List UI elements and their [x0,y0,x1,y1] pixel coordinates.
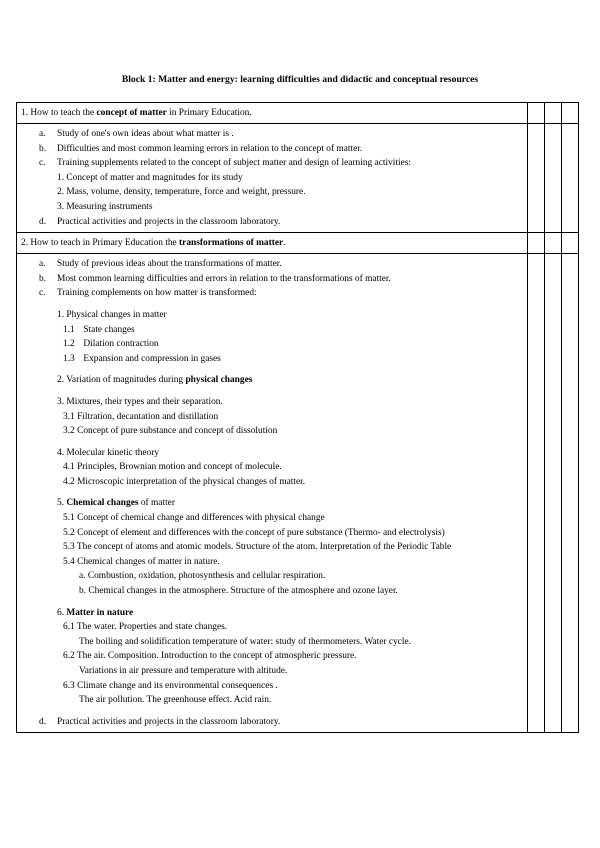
check-cell [544,124,561,233]
topic-heading: 6. Matter in nature [57,607,134,618]
check-cell [561,103,578,124]
topic-subsub: a. Combustion, oxidation, photosynthesis and cellular respiration. [79,571,326,582]
check-cell [527,233,544,254]
topic-sub-continued: Variations in air pressure and temperature with altitude. [79,666,288,676]
section-1-body-row [17,124,579,233]
section-1-content [17,124,528,233]
topic-subsub: b. Chemical changes in the atmosphere. Structure of the atmosphere and ozone layer. [79,586,398,597]
check-cell [544,254,561,733]
topic-sub: 6.1 The water. Properties and state changes. [63,622,228,633]
check-cell [527,254,544,733]
section-1-heading: 1. How to teach the concept of matter in Primary Education. [17,103,528,124]
check-cell [527,124,544,233]
check-cell [561,124,578,233]
topic-sub-continued: The boiling and solidification temperature of water: study of thermometers. Water cycle. [79,636,412,647]
list-item: b. Most common learning difficulties and errors in relation to the transformations of matter. [39,273,391,284]
topic-heading: 5. Chemical changes of matter [57,498,175,509]
list-item: a. Study of one's own ideas about what matter is . [39,129,234,139]
topic-sub: 4.2 Microscopic interpretation of the physical changes of matter. [63,476,306,487]
list-item: c. Training complements on how matter is transformed: [39,288,257,299]
check-cell [544,103,561,124]
list-item: c. Training supplements related to the concept of subject matter and design of learning activities: [39,158,411,169]
topic-sub: 5.1 Concept of chemical change and differences with physical change [63,513,325,524]
check-cell [561,254,578,733]
list-item: a. Study of previous ideas about the transformations of matter. [39,259,282,270]
sub-item: 3. Measuring instruments [57,201,153,212]
topic-sub: 5.3 The concept of atoms and atomic models. Structure of the atom. Interpretation of the Periodic Table [63,542,452,553]
section-2-body-row [17,254,579,733]
topic-sub: 1.1 State changes [63,324,135,335]
list-item: b. Difficulties and most common learning errors in relation to the concept of matter. [39,143,363,154]
topic-sub: 5.2 Concept of element and differences with the concept of pure substance (Thermo- and electrolysis) [63,527,445,538]
topic-heading: 4. Molecular kinetic theory [57,447,160,458]
block-title: Block 1: Matter and energy: learning difficulties and didactic and conceptual resources [121,74,479,85]
syllabus-table [16,102,579,733]
topic-heading: 1. Physical changes in matter [57,309,167,320]
topic-heading: 3. Mixtures, their types and their separation. [57,396,223,407]
topic-sub: 1.3 Expansion and compression in gases [63,353,221,364]
topic-sub: 4.1 Principles, Brownian motion and concept of molecule. [63,462,282,473]
list-item: d. Practical activities and projects in the classroom laboratory. [39,716,281,727]
topic-sub: 3.1 Filtration, decantation and distillation [63,411,219,422]
topic-sub: 1.2 Dilation contraction [63,339,159,350]
section-2-heading: 2. How to teach in Primary Education the transformations of matter. [17,233,528,254]
sub-item: 1. Concept of matter and magnitudes for its study [57,172,243,183]
section-1-header-row [17,103,579,124]
section-2-content [17,254,528,733]
check-cell [561,233,578,254]
topic-sub-continued: The air pollution. The greenhouse effect. Acid rain. [79,695,272,706]
topic-sub: 6.3 Climate change and its environmental consequences . [63,680,278,691]
check-cell [544,233,561,254]
topic-sub: 3.2 Concept of pure substance and concept of dissolution [63,426,278,437]
topic-sub: 5.4 Chemical changes of matter in nature. [63,556,220,567]
section-2-header-row [17,233,579,254]
topic-heading: 2. Variation of magnitudes during physical changes [57,375,253,386]
topic-sub: 6.2 The air. Composition. Introduction to the concept of atmospheric pressure. [63,651,357,662]
check-cell [527,103,544,124]
list-item: d. Practical activities and projects in the classroom laboratory. [39,216,281,227]
sub-item: 2. Mass, volume, density, temperature, force and weight, pressure. [57,187,306,198]
